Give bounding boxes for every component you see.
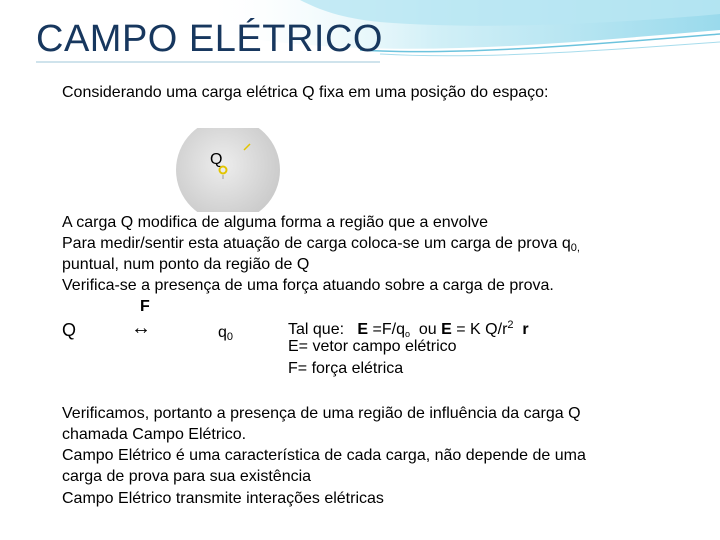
- formula-e2: E: [441, 321, 452, 338]
- charge-figure: [172, 128, 294, 212]
- formula-ou: ou: [418, 321, 437, 338]
- formula-prefix: Tal que:: [288, 321, 345, 338]
- relation-right-charge: [218, 322, 233, 348]
- formula-exp: 2: [507, 319, 514, 331]
- double-arrow-icon: ↔: [131, 317, 151, 339]
- formula-sub0: o: [404, 329, 410, 339]
- definition-f: F= força elétrica: [288, 360, 404, 377]
- conclusion-line-1: Verificamos, portanto a presença de uma região de influência da carga Q: [62, 405, 581, 422]
- body-line-4: Verifica-se a presença de uma força atuando sobre a carga de prova.: [62, 277, 554, 294]
- charge-label: Q: [210, 151, 223, 168]
- conclusion-line-5: Campo Elétrico transmite interações elétricas: [62, 490, 384, 507]
- conclusion-line-2: chamada Campo Elétrico.: [62, 426, 247, 443]
- body-line-2-text: Para medir/sentir esta atuação de carga coloca-se um carga de prova q: [62, 235, 571, 252]
- slide-title: CAMPO ELÉTRICO: [36, 18, 383, 60]
- intro-text: Considerando uma carga elétrica Q fixa em uma posição do espaço:: [62, 84, 549, 101]
- definition-e: E= vetor campo elétrico: [288, 338, 457, 355]
- body-line-3: puntual, num ponto da região de Q: [62, 256, 310, 273]
- formula-r: r: [522, 321, 529, 338]
- body-line-1: A carga Q modifica de alguma forma a região que a envolve: [62, 214, 489, 231]
- relation-right-charge-label: q: [218, 324, 227, 341]
- formula-part2: = K Q/r: [456, 321, 508, 338]
- body-line-2-sub: 0,: [570, 242, 580, 254]
- conclusion-line-3: Campo Elétrico é uma característica de cada carga, não depende de uma: [62, 447, 586, 464]
- relation-left-charge: Q: [62, 320, 77, 340]
- formula-e1: E: [357, 321, 369, 338]
- force-label: F: [140, 298, 150, 315]
- relation-right-charge-sub: 0: [226, 331, 234, 343]
- conclusion-line-4: carga de prova para sua existência: [62, 468, 312, 485]
- formula-part1: =F/q: [372, 321, 405, 338]
- charge-field-graphic: [172, 128, 294, 212]
